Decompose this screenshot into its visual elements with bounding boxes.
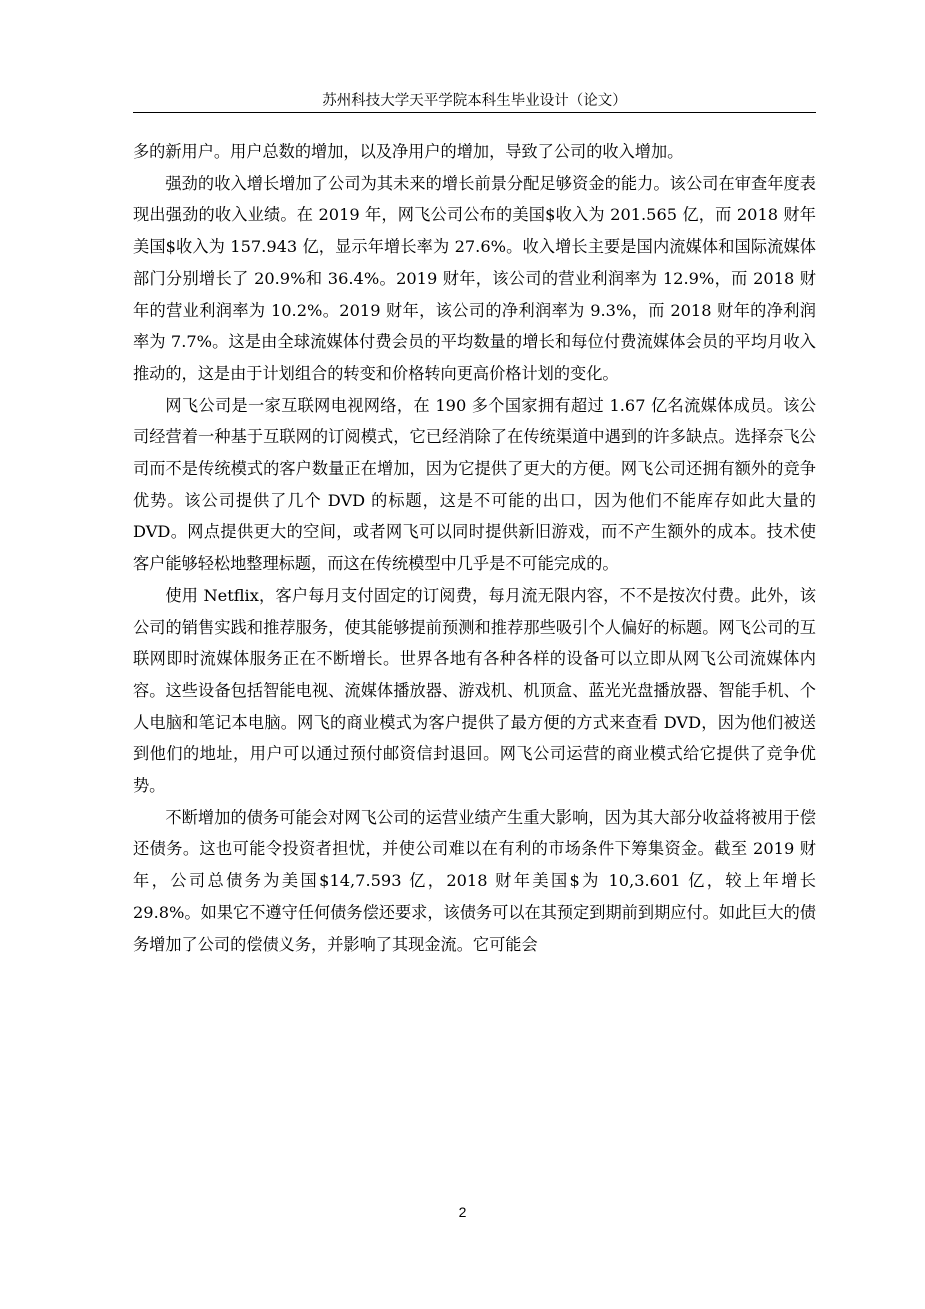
body-text xyxy=(133,136,816,960)
running-header: 苏州科技大学天平学院本科生毕业设计（论文） xyxy=(322,93,627,109)
page-number: 2 xyxy=(458,1204,467,1220)
header-rule xyxy=(133,112,816,113)
paragraph: 强劲的收入增长增加了公司为其未来的增长前景分配足够资金的能力。该公司在审查年度表现出强劲的收入业绩。在 2019 年，网飞公司公布的美国$收入为 201.565 亿，而 2018 财年美国$收入为 157.943 亿，显示年增长率为 27.6%。收入增长主要是国内流媒体和国际流媒体部门分别增长了 20.9%和 36.4%。2019 财年，该公司的营业利润率为 12.9%，而 2018 财年的营业利润率为 10.2%。2019 财年，该公司的净利润率为 9.3%，而 2018 财年的净利润率为 7.7%。这是由全球流媒体付费会员的平均数量的增长和每位付费流媒体会员的平均月收入推动的，这是由于计划组合的转变和价格转向更高价格计划的变化。 xyxy=(133,173,816,383)
paragraph: 多的新用户。用户总数的增加，以及净用户的增加，导致了公司的收入增加。 xyxy=(133,142,684,161)
paragraph: 网飞公司是一家互联网电视网络，在 190 多个国家拥有超过 1.67 亿名流媒体成员。该公司经营着一种基于互联网的订阅模式，它已经消除了在传统渠道中遇到的许多缺点。选择奈飞公司而不是传统模式的客户数量正在增加，因为它提供了更大的方便。网飞公司还拥有额外的竞争优势。该公司提供了几个 DVD 的标题，这是不可能的出口，因为他们不能库存如此大量的 DVD。网点提供更大的空间，或者网飞可以同时提供新旧游戏，而不产生额外的成本。技术使客户能够轻松地整理标题，而这在传统模型中几乎是不可能完成的。 xyxy=(133,395,816,574)
paragraph: 使用 Netflix，客户每月支付固定的订阅费，每月流无限内容，不不是按次付费。此外，该公司的销售实践和推荐服务，使其能够提前预测和推荐那些吸引个人偏好的标题。网飞公司的互联网即时流媒体服务正在不断增长。世界各地有各种各样的设备可以立即从网飞公司流媒体内容。这些设备包括智能电视、流媒体播放器、游戏机、机顶盒、蓝光光盘播放器、智能手机、个人电脑和笔记本电脑。网飞的商业模式为客户提供了最方便的方式来查看 DVD，因为他们被送到他们的地址，用户可以通过预付邮资信封退回。网飞公司运营的商业模式给它提供了竞争优势。 xyxy=(133,585,816,796)
paragraph: 不断增加的债务可能会对网飞公司的运营业绩产生重大影响，因为其大部分收益将被用于偿还债务。这也可能令投资者担忧，并使公司难以在有利的市场条件下筹集资金。截至 2019 财年，公司总债务为美国$14,7.593 亿，2018 财年美国$为 10,3.601 亿，较上年增长 29.8%。如果它不遵守任何债务偿还要求，该债务可以在其预定到期前到期应付。如此巨大的债务增加了公司的偿债义务，并影响了其现金流。它可能会 xyxy=(133,807,816,954)
